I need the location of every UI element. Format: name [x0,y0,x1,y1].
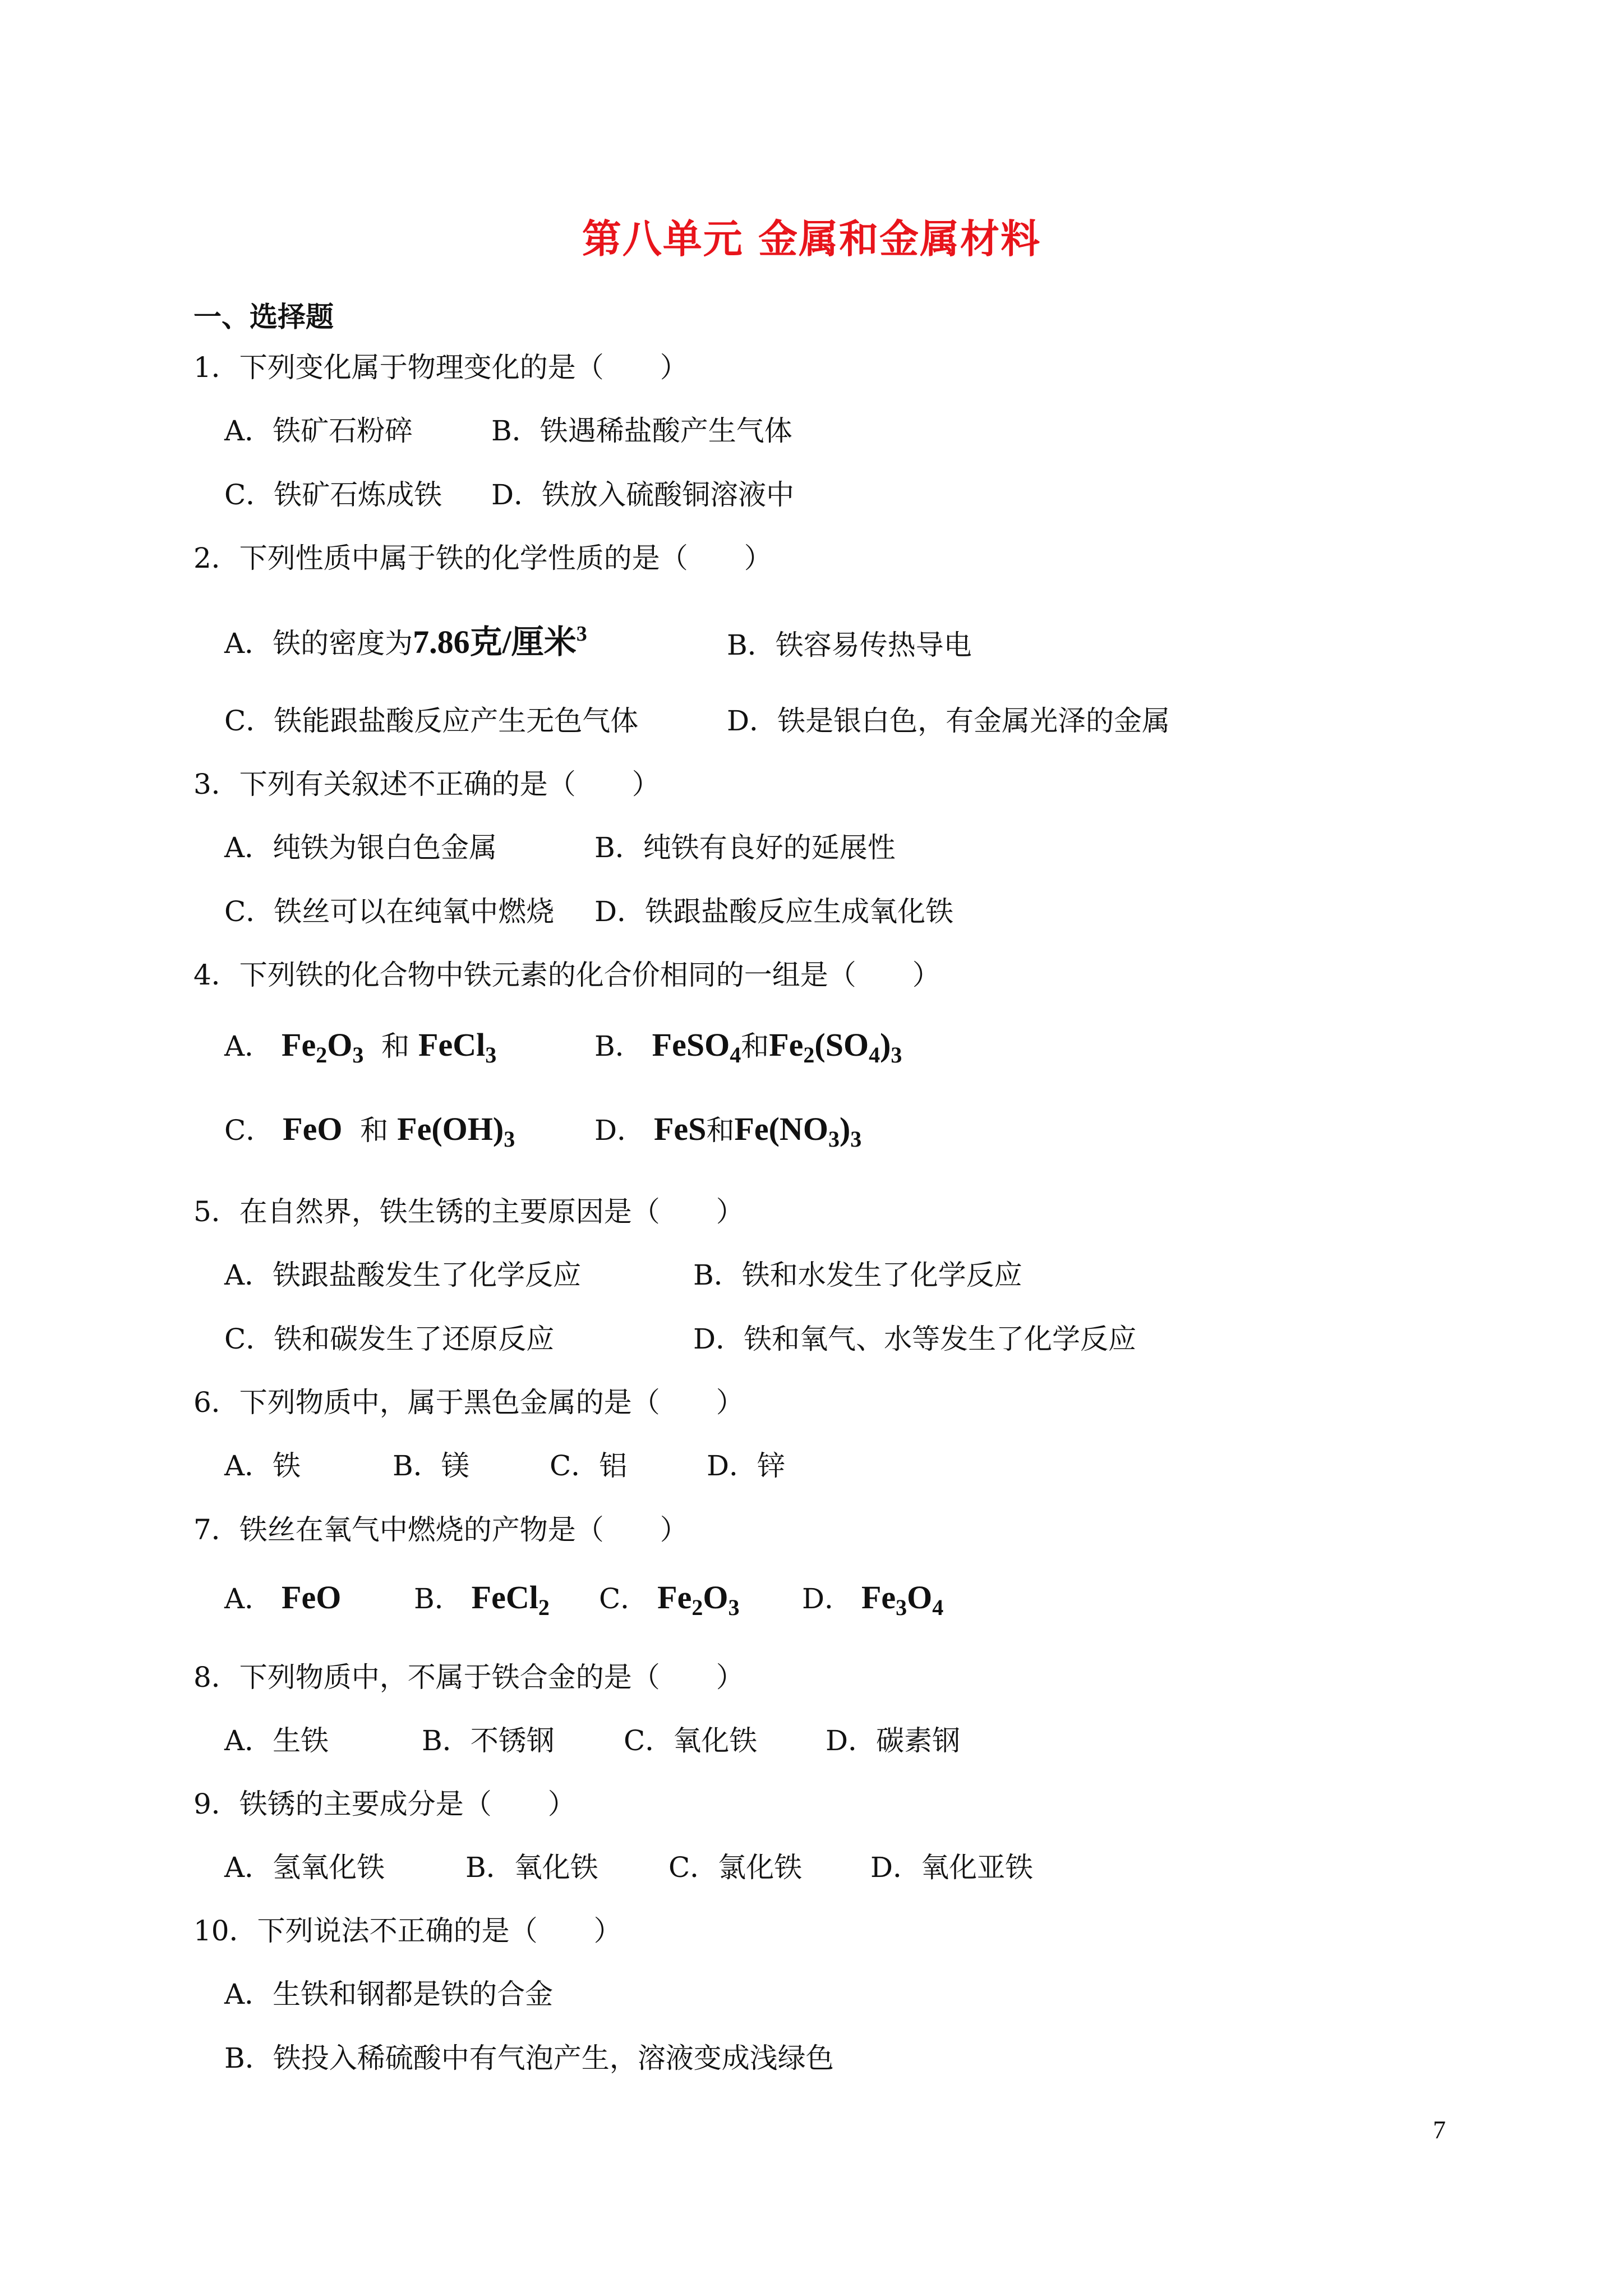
formula-fe2o3: $Fe_2O_3$ [282,1027,364,1068]
q1-option-a: A．铁矿石粉碎 [224,415,413,447]
q4-option-d: D． FeS和$Fe(NO_3)_3$ [594,1111,862,1152]
formula-feso4: FeSO$_4$ [652,1027,741,1068]
formula-fecl3: FeCl$_3$ [418,1027,497,1068]
q7-option-a: A． FeO [224,1579,342,1616]
page-number: 7 [1433,2115,1446,2144]
q2-option-a-text: A．铁的密度为 [224,627,413,660]
formula-feno33: $Fe(NO_3)_3$ [734,1111,862,1152]
formula-fe2so43: $Fe_2(SO_4)_3$ [769,1027,902,1068]
formula-fecl2: FeCl$_2$ [471,1579,550,1620]
question-4-stem: 4．下列铁的化合物中铁元素的化合价相同的一组是（ ） [193,959,940,991]
q1-option-d: D．铁放入硫酸铜溶液中 [491,478,795,511]
q8-option-a: A．生铁 [224,1724,329,1757]
question-7-stem: 7．铁丝在氧气中燃烧的产物是（ ） [193,1513,688,1546]
q4-option-c: C． FeO 和 $Fe(OH)_3$ [224,1111,515,1152]
formula-feo: FeO [283,1111,343,1147]
q10-option-a: A．生铁和钢都是铁的合金 [224,1978,554,2010]
question-10-stem: 10．下列说法不正确的是（ ） [193,1915,622,1947]
q5-option-a: A．铁跟盐酸发生了化学反应 [224,1259,582,1291]
formula-feoh3: $Fe(OH)_3$ [397,1111,515,1152]
q2-option-a [224,615,587,662]
q6-option-b: B．镁 [393,1450,469,1482]
q1-option-c: C．铁矿石炼成铁 [224,478,442,511]
q6-option-c: C．铝 [550,1450,628,1482]
page-title: 第八单元 金属和金属材料 [582,215,1041,262]
formula-fes: FeS [654,1111,707,1147]
formula-feo: FeO [282,1579,342,1616]
q5-option-d: D．铁和氧气、水等发生了化学反应 [693,1323,1137,1355]
q7-option-d: D． $Fe_3O_4$ [802,1579,944,1620]
question-5-stem: 5．在自然界，铁生锈的主要原因是（ ） [193,1195,744,1228]
q5-option-c: C．铁和碳发生了还原反应 [224,1323,555,1355]
q9-option-a: A．氢氧化铁 [224,1851,385,1884]
q7-option-c: C． $Fe_2O_3$ [599,1579,740,1620]
q2-option-b: B．铁容易传热导电 [727,629,972,661]
q6-option-d: D．锌 [707,1450,786,1482]
section-heading: 一、选择题 [193,300,334,333]
question-2-stem: 2．下列性质中属于铁的化学性质的是（ ） [193,542,772,574]
q2-option-c: C．铁能跟盐酸反应产生无色气体 [224,705,639,737]
q8-option-c: C．氧化铁 [624,1724,758,1757]
question-1-stem: 1．下列变化属于物理变化的是（ ） [193,351,688,384]
q1-option-b: B．铁遇稀盐酸产生气体 [491,415,792,447]
formula-fe3o4: $Fe_3O_4$ [861,1579,944,1620]
question-8-stem: 8．下列物质中，不属于铁合金的是（ ） [193,1661,744,1694]
q4-option-a: A． $Fe_2O_3$ 和 FeCl$_3$ [224,1027,497,1068]
q5-option-b: B．铁和水发生了化学反应 [693,1259,1022,1291]
q9-option-d: D．氧化亚铁 [870,1851,1034,1884]
q4-option-b: B． FeSO$_4$和$Fe_2(SO_4)_3$ [594,1027,902,1068]
q2-option-d: D．铁是银白色，有金属光泽的金属 [727,705,1170,737]
q10-option-b: B．铁投入稀硫酸中有气泡产生，溶液变成浅绿色 [224,2042,834,2074]
q3-option-a: A．纯铁为银白色金属 [224,831,497,864]
q7-option-b: B． FeCl$_2$ [414,1579,550,1620]
question-3-stem: 3．下列有关叙述不正确的是（ ） [193,768,660,800]
question-9-stem: 9．铁锈的主要成分是（ ） [193,1788,576,1820]
q8-option-b: B．不锈钢 [422,1724,555,1757]
question-6-stem: 6．下列物质中，属于黑色金属的是（ ） [193,1386,744,1419]
q9-option-c: C．氯化铁 [668,1851,803,1884]
q3-option-d: D．铁跟盐酸反应生成氧化铁 [594,895,954,928]
q9-option-b: B．氧化铁 [465,1851,598,1884]
q6-option-a: A．铁 [224,1450,301,1482]
q8-option-d: D．碳素钢 [826,1724,961,1757]
q3-option-b: B．纯铁有良好的延展性 [594,831,896,864]
formula-fe2o3: $Fe_2O_3$ [657,1579,740,1620]
density-value: 7.86克/厘米$^3$ [413,622,587,660]
q3-option-c: C．铁丝可以在纯氧中燃烧 [224,895,555,928]
